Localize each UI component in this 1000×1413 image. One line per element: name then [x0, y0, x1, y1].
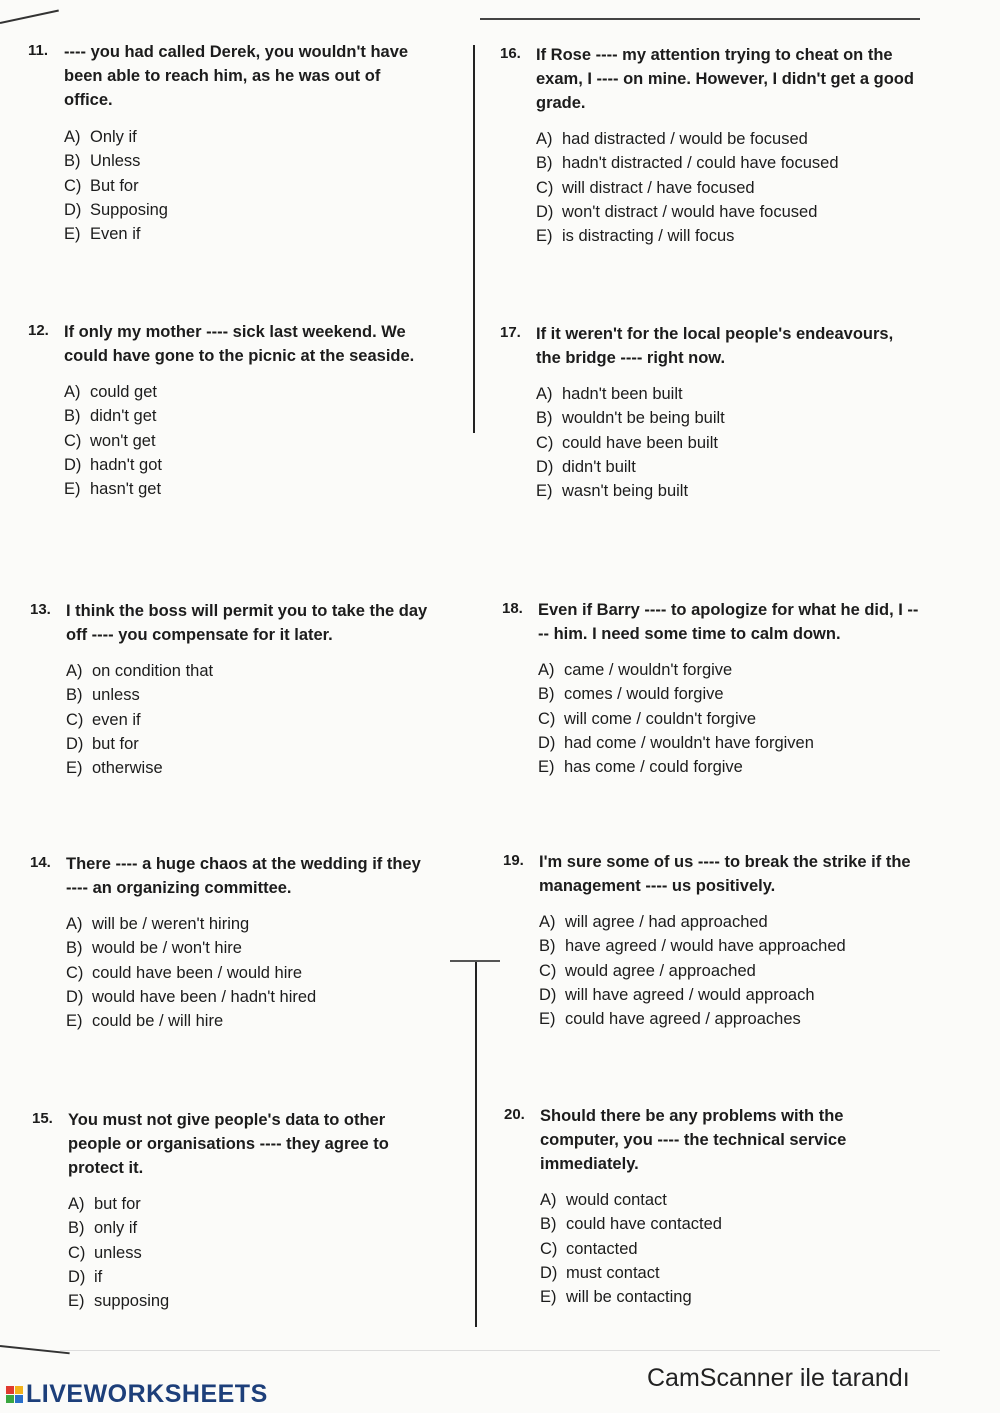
option-b[interactable]: B) would be / won't hire	[66, 939, 242, 958]
logo-square-yellow	[15, 1386, 23, 1394]
option-e[interactable]: E) wasn't being built	[536, 482, 689, 501]
option-e[interactable]: E) supposing	[68, 1292, 170, 1311]
option-d[interactable]: D) had come / wouldn't have forgiven	[538, 733, 814, 752]
option-e[interactable]: E) will be contacting	[540, 1288, 692, 1307]
option-a[interactable]: A) Only if	[64, 128, 137, 146]
options-list	[64, 380, 428, 501]
question-number: 16.	[500, 45, 521, 62]
option-e[interactable]: E) Even if	[64, 225, 141, 244]
option-c[interactable]: C) even if	[66, 710, 141, 729]
option-e[interactable]: E) could have agreed / approaches	[539, 1010, 801, 1029]
option-b[interactable]: B) unless	[66, 686, 140, 705]
option-e[interactable]: E) hasn't get	[64, 480, 162, 499]
option-d[interactable]: D) didn't built	[536, 457, 636, 476]
question-text: There ---- a huge chaos at the wedding if they ---- an organizing committee.	[66, 855, 421, 897]
liveworksheets-logo-icon	[6, 1386, 23, 1403]
option-c[interactable]: C) contacted	[540, 1239, 638, 1258]
top-rule	[480, 18, 920, 20]
question-number: 15.	[32, 1110, 53, 1127]
liveworksheets-logo[interactable]	[6, 1380, 268, 1409]
question-number: 13.	[30, 601, 51, 618]
logo-square-blue	[15, 1395, 23, 1403]
column-divider	[475, 962, 477, 1327]
option-a[interactable]: A) on condition that	[66, 662, 214, 680]
question-number: 18.	[502, 600, 523, 617]
option-a[interactable]: A) will agree / had approached	[539, 913, 768, 931]
option-a[interactable]: A) had distracted / would be focused	[536, 130, 808, 148]
option-c[interactable]: C) could have been / would hire	[66, 963, 303, 982]
option-c[interactable]: C) won't get	[64, 431, 156, 450]
question-text: You must not give people's data to other people or organisations ---- they agree to protect it.	[68, 1111, 389, 1177]
option-c[interactable]: C) But for	[64, 176, 139, 195]
question-number: 17.	[500, 324, 521, 341]
question-text: Even if Barry ---- to apologize for what he did, I ---- him. I need some time to calm down.	[538, 601, 919, 643]
option-c[interactable]: C) would agree / approached	[539, 961, 756, 980]
page-edge-line	[0, 10, 59, 24]
question-number: 14.	[30, 854, 51, 871]
question-16	[500, 43, 920, 248]
option-a[interactable]: A) came / wouldn't forgive	[538, 661, 733, 679]
option-c[interactable]: C) could have been built	[536, 433, 718, 452]
option-c[interactable]: C) will come / couldn't forgive	[538, 709, 757, 728]
question-18	[502, 598, 922, 779]
question-14	[30, 852, 430, 1033]
options-list	[66, 659, 430, 780]
option-d[interactable]: D) must contact	[540, 1263, 660, 1282]
option-e[interactable]: E) otherwise	[66, 759, 163, 778]
question-11	[28, 40, 428, 246]
option-d[interactable]: D) hadn't got	[64, 455, 162, 474]
option-b[interactable]: B) Unless	[64, 152, 141, 171]
option-d[interactable]: D) Supposing	[64, 200, 168, 219]
option-b[interactable]: B) hadn't distracted / could have focused	[536, 154, 839, 173]
options-list	[64, 125, 428, 246]
question-20	[504, 1104, 924, 1309]
question-17	[500, 322, 920, 503]
logo-text: LIVEWORKSHEETS	[26, 1380, 268, 1408]
option-b[interactable]: B) only if	[68, 1219, 138, 1238]
options-list	[536, 382, 920, 503]
option-d[interactable]: D) if	[68, 1267, 103, 1286]
divider-tick	[450, 960, 500, 962]
option-d[interactable]: D) won't distract / would have focused	[536, 202, 818, 221]
question-text: I think the boss will permit you to take the day off ---- you compensate for it later.	[66, 602, 428, 644]
question-number: 11.	[28, 42, 49, 59]
question-text: If Rose ---- my attention trying to cheat on the exam, I ---- on mine. However, I didn't get a good grade.	[536, 46, 914, 112]
question-12	[28, 320, 428, 501]
options-list	[538, 658, 922, 779]
camscanner-watermark: CamScanner ile tarandı	[647, 1364, 910, 1392]
option-b[interactable]: B) could have contacted	[540, 1215, 722, 1234]
option-b[interactable]: B) didn't get	[64, 407, 157, 426]
options-list	[536, 127, 920, 248]
option-a[interactable]: A) will be / weren't hiring	[66, 915, 250, 933]
options-list	[66, 912, 430, 1033]
option-a[interactable]: A) but for	[68, 1195, 141, 1213]
question-15	[32, 1108, 432, 1313]
question-number: 19.	[503, 852, 524, 869]
option-d[interactable]: D) will have agreed / would approach	[539, 985, 815, 1004]
options-list	[68, 1192, 432, 1313]
option-e[interactable]: E) has come / could forgive	[538, 758, 743, 777]
options-list	[540, 1188, 924, 1309]
option-a[interactable]: A) would contact	[540, 1191, 667, 1209]
option-b[interactable]: B) comes / would forgive	[538, 685, 724, 704]
option-a[interactable]: A) hadn't been built	[536, 385, 683, 403]
question-13	[30, 599, 430, 780]
question-text: ---- you had called Derek, you wouldn't have been able to reach him, as he was out of office.	[64, 43, 409, 109]
option-a[interactable]: A) could get	[64, 383, 157, 401]
option-b[interactable]: B) wouldn't be being built	[536, 409, 725, 428]
option-b[interactable]: B) have agreed / would have approached	[539, 937, 846, 956]
question-19	[503, 850, 923, 1031]
question-text: If it weren't for the local people's endeavours, the bridge ---- right now.	[536, 325, 894, 367]
option-e[interactable]: E) is distracting / will focus	[536, 227, 735, 246]
option-d[interactable]: D) but for	[66, 734, 139, 753]
logo-square-red	[6, 1386, 14, 1394]
question-text: If only my mother ---- sick last weekend. We could have gone to the picnic at the seaside.	[64, 323, 415, 365]
option-d[interactable]: D) would have been / hadn't hired	[66, 987, 317, 1006]
question-number: 20.	[504, 1106, 525, 1123]
column-divider	[473, 45, 475, 433]
bottom-rule	[60, 1350, 940, 1351]
question-number: 12.	[28, 322, 49, 339]
logo-square-green	[6, 1395, 14, 1403]
question-text: Should there be any problems with the computer, you ---- the technical service immediately.	[540, 1107, 847, 1173]
question-text: I'm sure some of us ---- to break the strike if the management ---- us positively.	[539, 853, 911, 895]
option-c[interactable]: C) unless	[68, 1243, 142, 1262]
options-list	[539, 910, 923, 1031]
option-e[interactable]: E) could be / will hire	[66, 1012, 224, 1031]
option-c[interactable]: C) will distract / have focused	[536, 178, 755, 197]
